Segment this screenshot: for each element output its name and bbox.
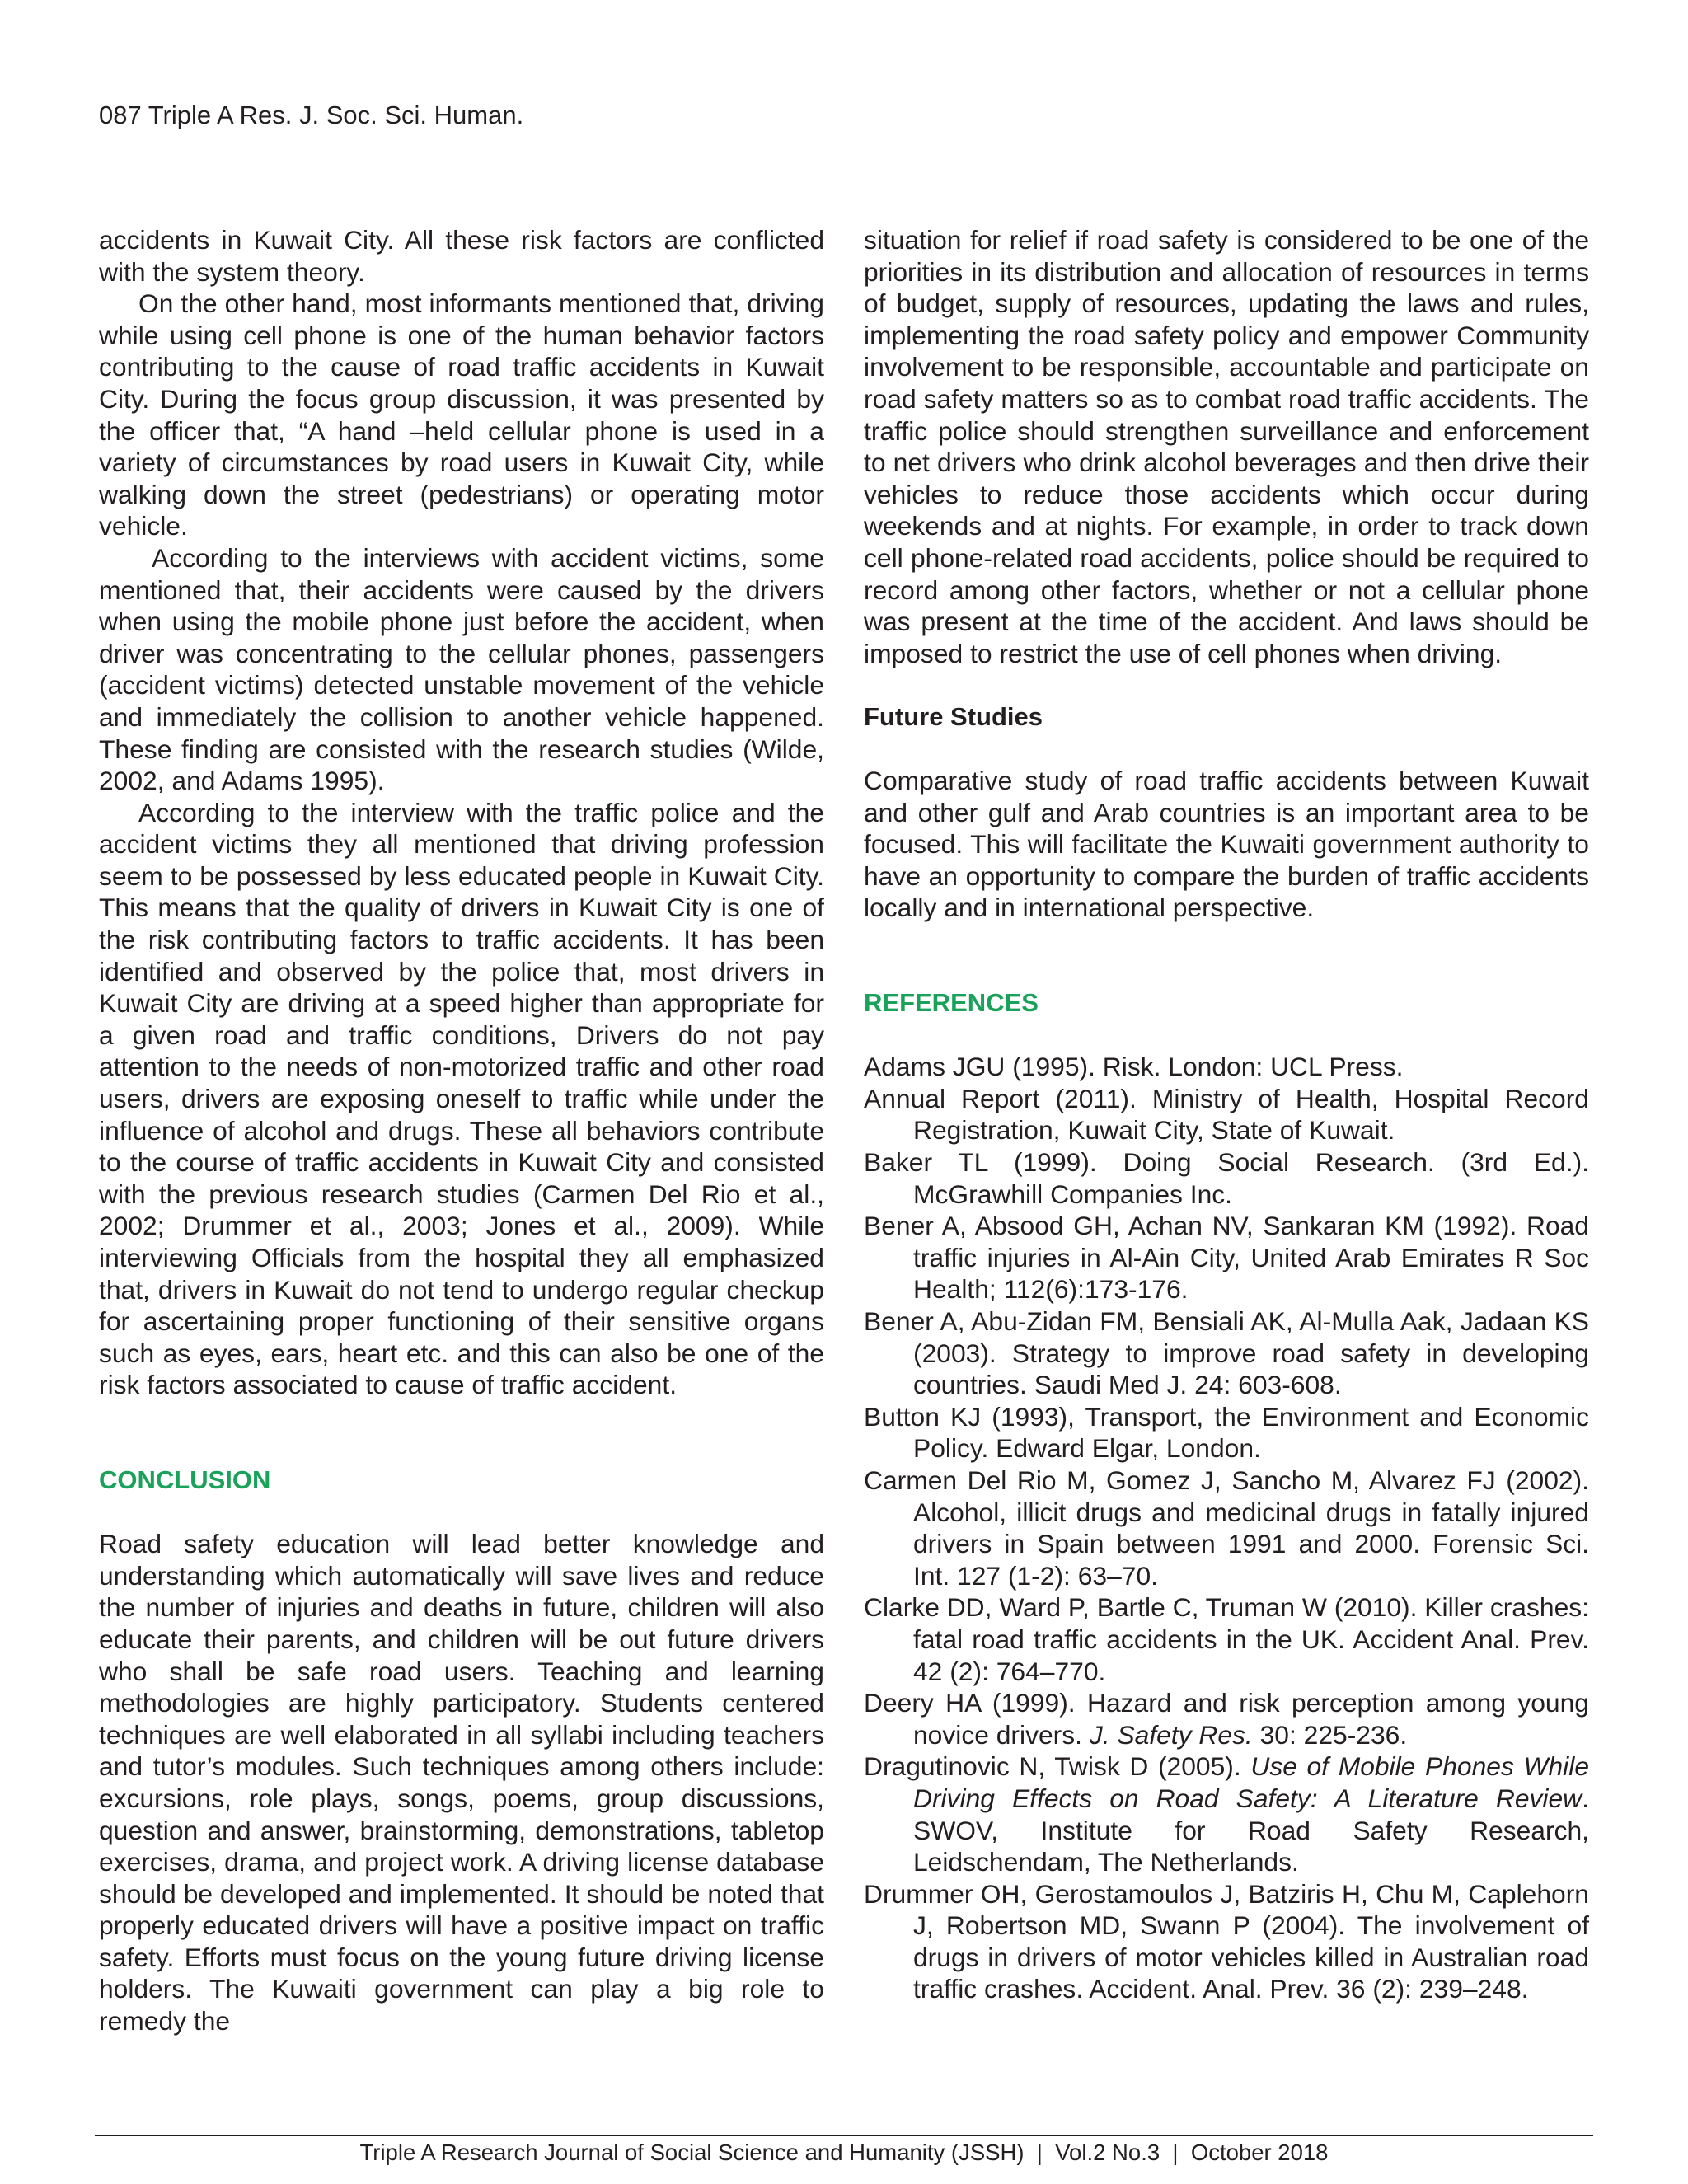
reference-text: Bener A, Absood GH, Achan NV, Sankaran KM (1992). Road traffic injuries in Al-Ain City, United Arab Emirates R Soc Health; 112(6):173-176. xyxy=(864,1211,1589,1305)
body-paragraph: situation for relief if road safety is considered to be one of the priorities in its distribution and allocation of resources in terms of budget, supply of resources, updating the laws and rules, implementing the road safety policy and empower Community involvement to be responsible, accountable and participate on road safety matters so as to combat road traffic accidents. The traffic police should strengthen surveillance and enforcement to net drivers who drink alcohol beverages and then drive their vehicles to reduce those accidents which occur during weekends and at nights. For example, in order to track down cell phone-related road accidents, police should be required to record among other factors, whether or not a cellular phone was present at the time of the accident. And laws should be imposed to restrict the use of cell phones when driving. xyxy=(864,225,1589,668)
reference-text: Deery HA (1999). Hazard and risk perception among young novice drivers. xyxy=(864,1688,1589,1750)
spacer xyxy=(99,1497,824,1529)
reference-italic: J. Safety Res. xyxy=(1089,1719,1253,1750)
body-paragraph: According to the interviews with accident victims, some mentioned that, their accidents were caused by the drivers when using the mobile phone just before the accident, when driver was concentrating to the cellular phones, passengers (accident victims) detected unstable movement of the vehicle and immediately the collision to another vehicle happened. These finding are consisted with the research studies (Wilde, 2002, and Adams 1995). xyxy=(99,542,824,796)
conclusion-paragraph: Road safety education will lead better knowledge and understanding which automatically will save lives and reduce the number of injuries and deaths in future, children will also educate their parents, and children will be out future drivers who shall be safe road users. Teaching and learning methodologies are highly participatory. Students centered techniques are well elaborated in all syllabi including teachers and tutor’s modules. Such techniques among others include: excursions, role plays, songs, poems, group discussions, question and answer, brainstorming, demonstrations, tabletop exercises, drama, and project work. A driving license database should be developed and implemented. It should be noted that properly educated drivers will have a positive impact on traffic safety. Efforts must focus on the young future driving license holders. The Kuwaiti government can play a big role to remedy the xyxy=(99,1529,824,2036)
reference-item xyxy=(864,1750,1589,1877)
spacer xyxy=(864,924,1589,987)
reference-item xyxy=(864,1051,1589,1083)
page-footer: Triple A Research Journal of Social Science and Humanity (JSSH) | Vol.2 No.3 | October 2018 xyxy=(359,2139,1329,2165)
reference-item xyxy=(864,1305,1589,1401)
body-paragraph: On the other hand, most informants mentioned that, driving while using cell phone is one of the human behavior factors contributing to the cause of road traffic accidents in Kuwait City. During the focus group discussion, it was presented by the officer that, “A hand –held cellular phone is used in a variety of circumstances by road users in Kuwait City, while walking down the street (pedestrians) or operating motor vehicle. xyxy=(99,288,824,541)
reference-item xyxy=(864,1591,1589,1687)
reference-italic: Use of Mobile Phones While Driving Effects on Road Safety: A Literature Review xyxy=(913,1751,1589,1813)
reference-text: Button KJ (1993), Transport, the Environment and Economic Policy. Edward Elgar, London. xyxy=(864,1401,1589,1464)
reference-text: . SWOV, Institute for Road Safety Research, Leidschendam, The Netherlands. xyxy=(913,1783,1589,1877)
reference-text: Drummer OH, Gerostamoulos J, Batziris H, Chu M, Caplehorn J, Robertson MD, Swann P (2004). The involvement of drugs in drivers of motor vehicles killed in Australian road traffic crashes. Accident. Anal. Prev. 36 (2): 239–248. xyxy=(864,1878,1589,2004)
spacer xyxy=(864,733,1589,766)
future-studies-heading: Future Studies xyxy=(864,701,1043,731)
reference-text: Bener A, Abu-Zidan FM, Bensiali AK, Al-Mulla Aak, Jadaan KS (2003). Strategy to improve road safety in developing countries. Saudi Med J. 24: 603-608. xyxy=(864,1306,1589,1400)
future-studies-paragraph: Comparative study of road traffic accidents between Kuwait and other gulf and Arab countries is an important area to be focused. This will facilitate the Kuwaiti government authority to have an opportunity to compare the burden of traffic accidents locally and in international perspective. xyxy=(864,766,1589,923)
left-column xyxy=(99,224,824,2037)
spacer xyxy=(99,1401,824,1465)
footer-rule xyxy=(95,2135,1593,2136)
reference-text: Dragutinovic N, Twisk D (2005). xyxy=(864,1751,1251,1782)
reference-text: Annual Report (2011). Ministry of Health, Hospital Record Registration, Kuwait City, State of Kuwait. xyxy=(864,1083,1589,1146)
reference-item xyxy=(864,1083,1589,1146)
reference-item xyxy=(864,1465,1589,1591)
running-head: 087 Triple A Res. J. Soc. Sci. Human. xyxy=(99,101,524,129)
reference-item xyxy=(864,1146,1589,1210)
reference-text: 30: 225-236. xyxy=(1252,1719,1408,1750)
spacer xyxy=(864,1019,1589,1052)
spacer xyxy=(864,669,1589,701)
reference-item xyxy=(864,1687,1589,1750)
reference-text: Adams JGU (1995). Risk. London: UCL Press. xyxy=(864,1052,1404,1082)
reference-text: Carmen Del Rio M, Gomez J, Sancho M, Alvarez FJ (2002). Alcohol, illicit drugs and medicinal drugs in fatally injured drivers in Spain between 1991 and 2000. Forensic Sci. Int. 127 (1-2): 63–70. xyxy=(864,1465,1589,1591)
reference-item xyxy=(864,1401,1589,1465)
references-heading: REFERENCES xyxy=(864,988,1039,1018)
reference-item xyxy=(864,1878,1589,2005)
body-paragraph: According to the interview with the traffic police and the accident victims they all mentioned that driving profession seem to be possessed by less educated people in Kuwait City. This means that the quality of drivers in Kuwait City is one of the risk contributing factors to traffic accidents. It has been identified and observed by the police that, most drivers in Kuwait City are driving at a speed higher than appropriate for a given road and traffic conditions, Drivers do not pay attention to the needs of non-motorized traffic and other road users, drivers are exposing oneself to traffic while under the influence of alcohol and drugs. These all behaviors contribute to the course of traffic accidents in Kuwait City and consisted with the previous research studies (Carmen Del Rio et al., 2002; Drummer et al., 2003; Jones et al., 2009). While interviewing Officials from the hospital they all emphasized that, drivers in Kuwait do not tend to undergo regular checkup for ascertaining proper functioning of their sensitive organs such as eyes, ears, heart etc. and this can also be one of the risk factors associated to cause of traffic accident. xyxy=(99,797,824,1400)
body-paragraph: accidents in Kuwait City. All these risk factors are conflicted with the system theory. xyxy=(99,225,824,287)
reference-text: Clarke DD, Ward P, Bartle C, Truman W (2010). Killer crashes: fatal road traffic accidents in the UK. Accident Anal. Prev. 42 (2): 764–770. xyxy=(864,1592,1589,1686)
reference-list xyxy=(864,1051,1589,2005)
reference-text: Baker TL (1999). Doing Social Research. (3rd Ed.). McGrawhill Companies Inc. xyxy=(864,1147,1589,1209)
right-column xyxy=(864,224,1589,2005)
conclusion-heading: CONCLUSION xyxy=(99,1465,271,1494)
reference-item xyxy=(864,1210,1589,1305)
